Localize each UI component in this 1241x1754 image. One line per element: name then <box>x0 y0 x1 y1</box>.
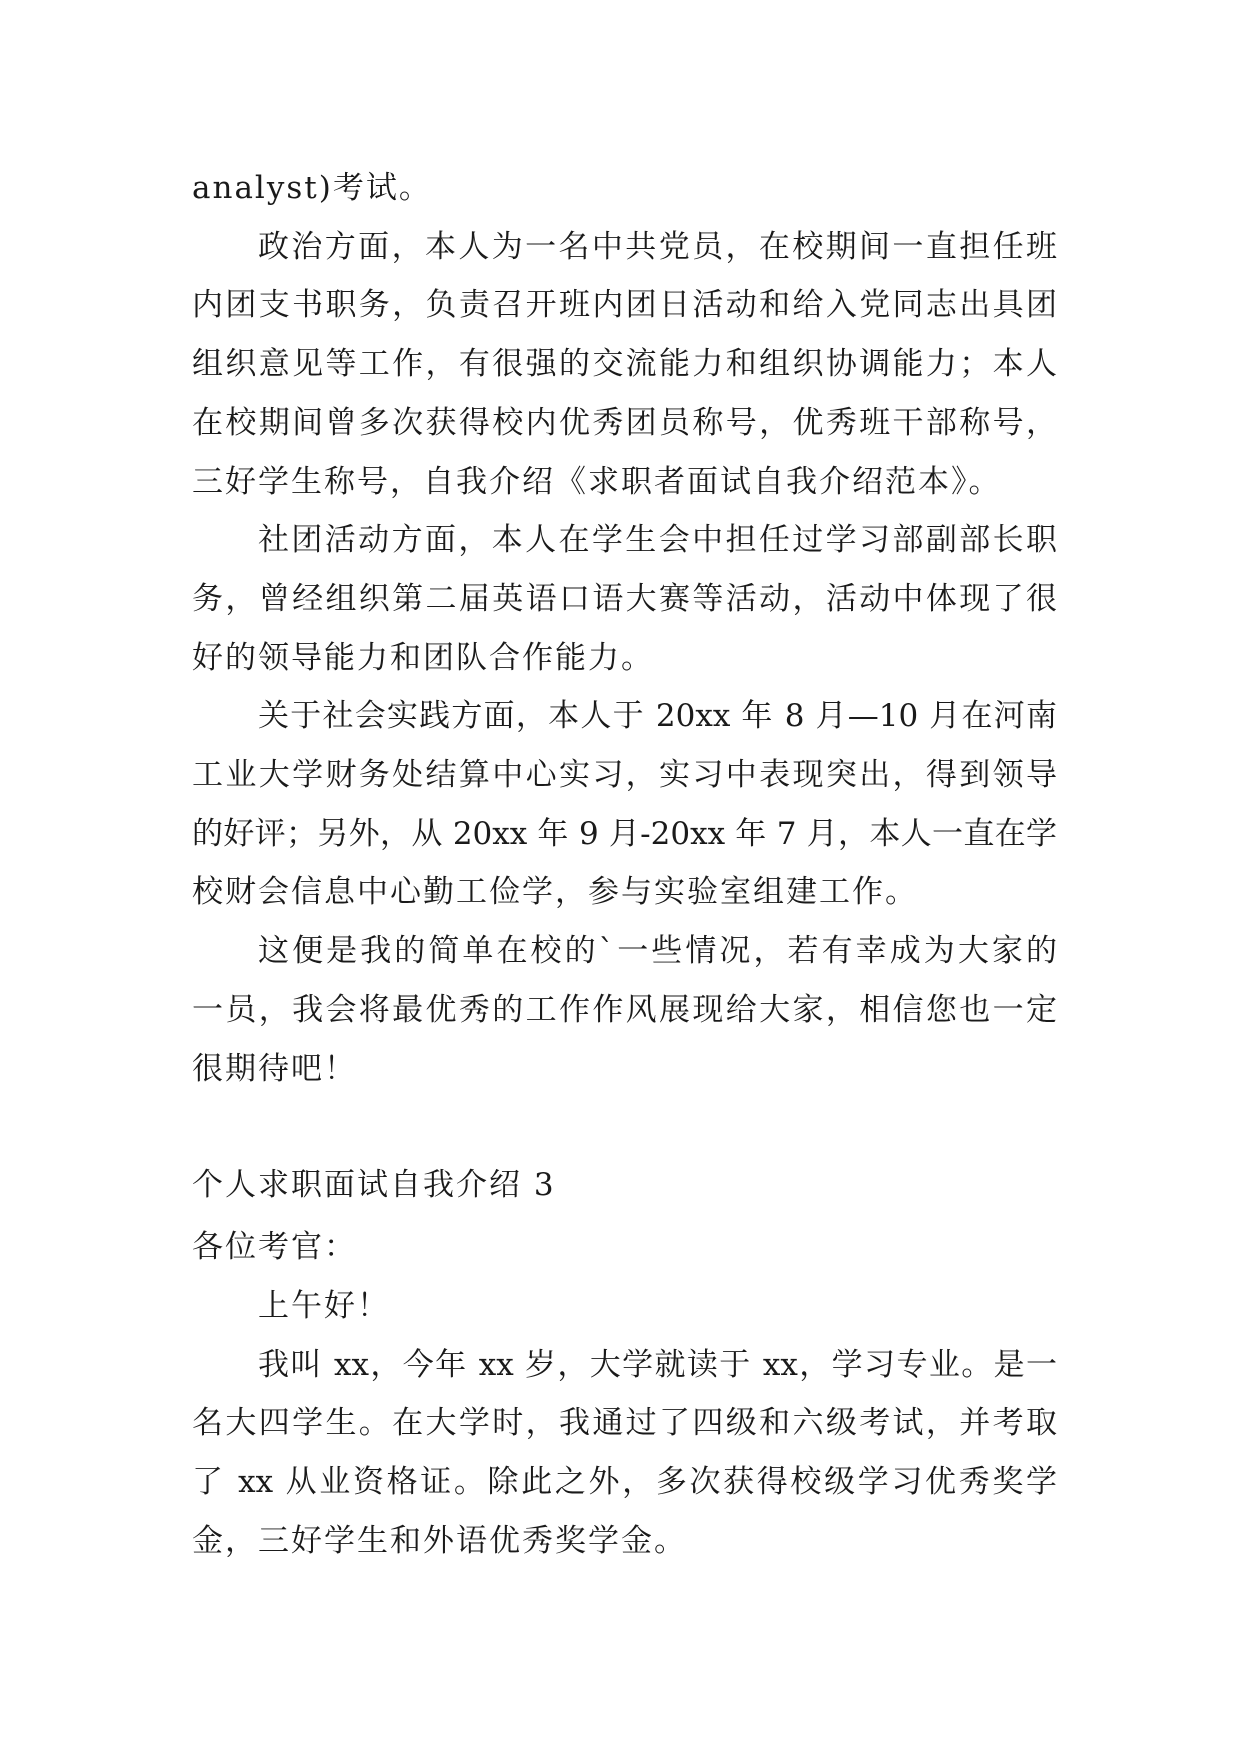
text-line: 我叫 xx，今年 xx 岁，大学就读于 xx，学习专业。是一 <box>258 1347 1057 1383</box>
text-line: 关于社会实践方面，本人于 20xx 年 8 月—10 月在河南 <box>258 698 1057 734</box>
text-line: 这便是我的简单在校的`一些情况，若有幸成为大家的 <box>258 933 1057 969</box>
text-line: 金，三好学生和外语优秀奖学金。 <box>192 1523 687 1559</box>
text-line: 名大四学生。在大学时，我通过了四级和六级考试，并考取 <box>192 1405 1057 1441</box>
section-title: 个人求职面试自我介绍 3 <box>192 1167 556 1203</box>
salutation: 各位考官： <box>192 1229 357 1265</box>
text-line: 工业大学财务处结算中心实习，实习中表现突出，得到领导 <box>192 757 1057 793</box>
text-line: 好的领导能力和团队合作能力。 <box>192 640 654 676</box>
text-line: 社团活动方面，本人在学生会中担任过学习部副部长职 <box>258 522 1057 558</box>
text-line: 了 xx 从业资格证。除此之外，多次获得校级学习优秀奖学 <box>192 1464 1057 1500</box>
text-line: 一员，我会将最优秀的工作作风展现给大家，相信您也一定 <box>192 992 1057 1028</box>
text-line: 务，曾经组织第二届英语口语大赛等活动，活动中体现了很 <box>192 581 1057 617</box>
text-line: 很期待吧！ <box>192 1051 357 1087</box>
text-line: 组织意见等工作，有很强的交流能力和组织协调能力；本人 <box>192 346 1057 382</box>
text-line: 内团支书职务，负责召开班内团日活动和给入党同志出具团 <box>192 287 1057 323</box>
text-line: 三好学生称号，自我介绍《求职者面试自我介绍范本》。 <box>192 464 1002 500</box>
greeting: 上午好！ <box>258 1288 390 1324</box>
text-line: 的好评；另外，从 20xx 年 9 月-20xx 年 7 月，本人一直在学 <box>192 816 1057 852</box>
text-line: 在校期间曾多次获得校内优秀团员称号，优秀班干部称号， <box>192 405 1057 441</box>
text-line: analyst)考试。 <box>192 170 432 206</box>
text-line: 政治方面，本人为一名中共党员，在校期间一直担任班 <box>258 229 1057 265</box>
text-line: 校财会信息中心勤工俭学，参与实验室组建工作。 <box>192 874 918 910</box>
